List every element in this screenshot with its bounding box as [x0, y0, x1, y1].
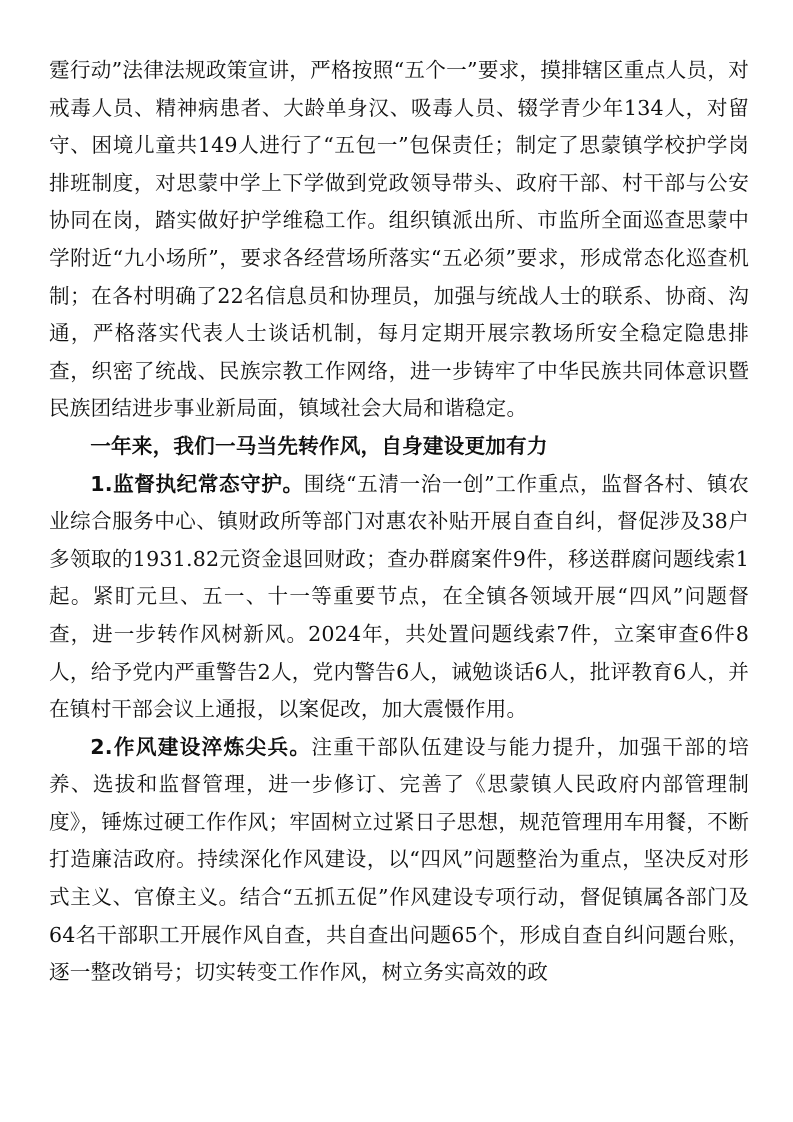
paragraph-3-lead: 2.作风建设淬炼尖兵。	[90, 734, 312, 759]
paragraph-2-body: 围绕“五清一治一创”工作重点，监督各村、镇农业综合服务中心、镇财政所等部门对惠农补贴开展自查自纠，督促涉及38户多领取的1931.82元资金退回财政；查办群腐案件9件，移送群腐问题线索1起。紧盯元旦、五一、十一等重要节点，在全镇各领域开展“四风”问题督查，进一步转作风树新风。2024年，共处置问题线索7件，立案审查6件8人，给予党内严重警告2人，党内警告6人，诫勉谈话6人，批评教育6人，并在镇村干部会议上通报，以案促改，加大震慑作用。	[49, 471, 749, 722]
paragraph-2-lead: 1.监督执纪常态守护。	[90, 471, 304, 496]
section-heading: 一年来，我们一马当先转作风，自身建设更加有力	[90, 433, 548, 458]
paragraph-3-body: 注重干部队伍建设与能力提升，加强干部的培养、选拔和监督管理，进一步修订、完善了《思蒙镇人民政府内部管理制度》，锤炼过硬工作作风；牢固树立过紧日子思想，规范管理用车用餐，不断打造廉洁政府。持续深化作风建设，以“四风”问题整治为重点，坚决反对形式主义、官僚主义。结合“五抓五促”作风建设专项行动，督促镇属各部门及64名干部职工开展作风自查，共自查出问题65个，形成自查自纠问题台账，逐一整改销号；切实转变工作作风，树立务实高效的政	[49, 734, 749, 985]
paragraph-2	[49, 466, 749, 729]
paragraph-1: 霆行动”法律法规政策宣讲，严格按照“五个一”要求，摸排辖区重点人员，对戒毒人员、精神病患者、大龄单身汉、吸毒人员、辍学青少年134人，对留守、困境儿童共149人进行了“五包一”包保责任；制定了思蒙镇学校护学岗排班制度，对思蒙中学上下学做到党政领导带头、政府干部、村干部与公安协同在岗，踏实做好护学维稳工作。组织镇派出所、市监所全面巡查思蒙中学附近“九小场所”，要求各经营场所落实“五必须”要求，形成常态化巡查机制；在各村明确了22名信息员和协理员，加强与统战人士的联系、协商、沟通，严格落实代表人士谈话机制，每月定期开展宗教场所安全稳定隐患排查，织密了统战、民族宗教工作网络，进一步铸牢了中华民族共同体意识暨民族团结进步事业新局面，镇域社会大局和谐稳定。	[49, 58, 749, 421]
document-page	[49, 52, 749, 992]
paragraph-3	[49, 729, 749, 992]
